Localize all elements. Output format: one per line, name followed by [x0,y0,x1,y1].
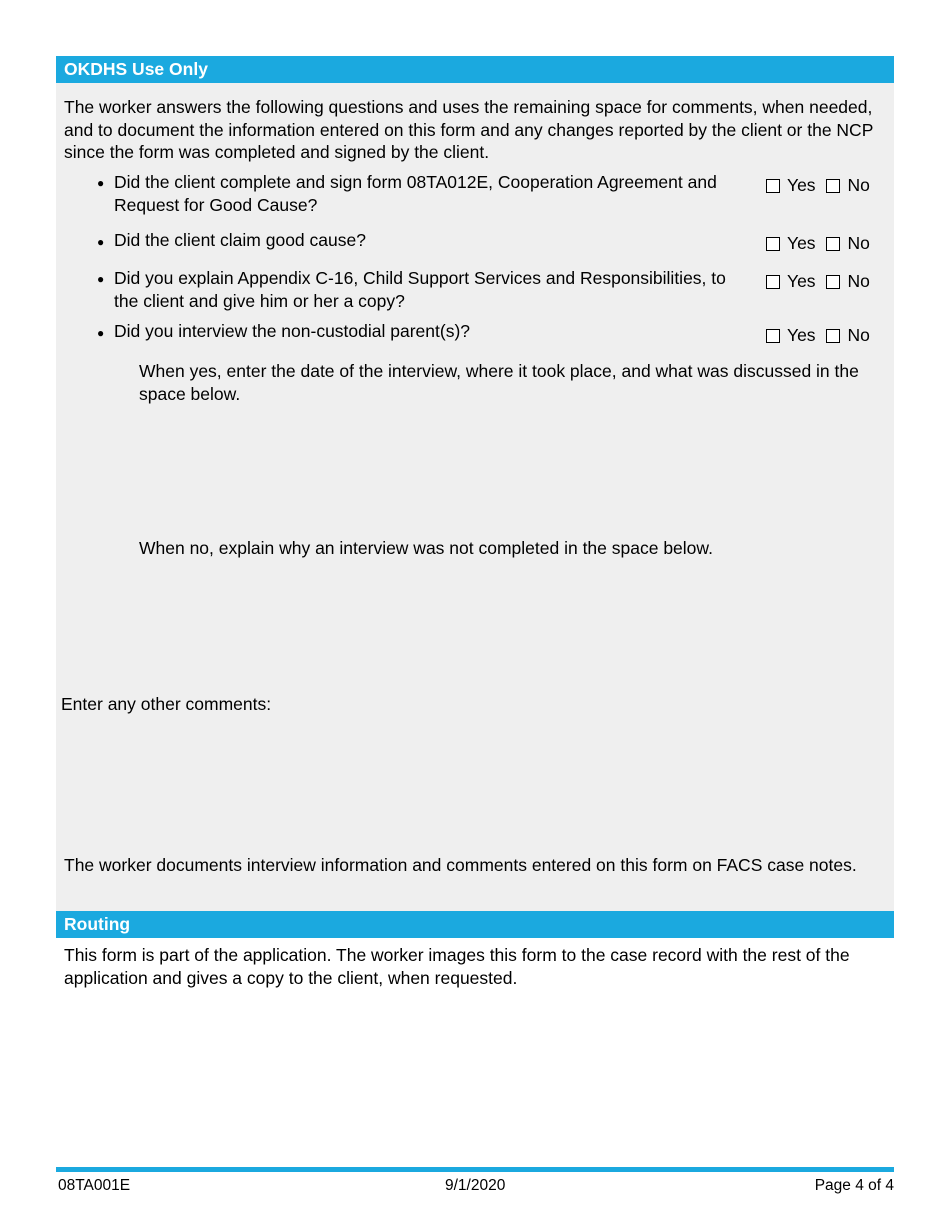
yes-label: Yes [787,175,816,195]
routing-text: This form is part of the application. The worker images this form to the case record with the rest of the application and gives a copy to the client, when requested. [64,945,850,988]
no-label: No [847,175,870,195]
question-2-yes-checkbox[interactable] [766,237,780,251]
yes-label: Yes [787,325,816,345]
question-4-yes-checkbox[interactable] [766,329,780,343]
other-comments-area[interactable] [61,720,881,840]
question-2-text: Did the client claim good cause? [114,230,366,250]
okdhs-intro: The worker answers the following questions and uses the remaining space for comments, when needed, and to document the information entered on this form and any changes reported by the client or the NCP since the form was completed and signed by the client. [64,97,874,162]
no-label: No [847,233,870,253]
no-interview-reason-area[interactable] [139,565,884,680]
question-1-text: Did the client complete and sign form 08TA012E, Cooperation Agreement and Request for Good Cause? [114,172,717,215]
routing-section-header: Routing [56,911,894,938]
no-label: No [847,271,870,291]
question-4-text: Did you interview the non-custodial parent(s)? [114,321,471,341]
question-2-no-checkbox[interactable] [826,237,840,251]
footer-rule [56,1167,894,1172]
question-2-options [766,232,870,255]
yes-label: Yes [787,271,816,291]
footer-page-number: Page 4 of 4 [814,1177,894,1194]
question-4-options [766,324,870,347]
question-4-no-checkbox[interactable] [826,329,840,343]
question-1-options [766,174,870,197]
no-label: No [847,325,870,345]
bullet-icon: ● [97,272,105,286]
bullet-icon: ● [97,176,105,190]
when-yes-instruction: When yes, enter the date of the interview, where it took place, and what was discussed in the space below. [139,361,859,404]
question-1-no-checkbox[interactable] [826,179,840,193]
when-no-instruction: When no, explain why an interview was not completed in the space below. [139,538,713,558]
okdhs-section-header: OKDHS Use Only [56,56,894,83]
question-3-no-checkbox[interactable] [826,275,840,289]
bullet-icon: ● [97,326,105,340]
question-3-yes-checkbox[interactable] [766,275,780,289]
footer-date: 9/1/2020 [445,1177,506,1194]
other-comments-label: Enter any other comments: [61,694,272,714]
interview-details-area[interactable] [139,410,884,520]
question-3-text: Did you explain Appendix C-16, Child Support Services and Responsibilities, to the client and give him or her a copy? [114,268,726,311]
bullet-icon: ● [97,235,105,249]
yes-label: Yes [787,233,816,253]
documents-note: The worker documents interview information and comments entered on this form on FACS case notes. [64,855,857,875]
footer-form-number: 08TA001E [58,1177,131,1194]
question-3-options [766,270,870,293]
question-1-yes-checkbox[interactable] [766,179,780,193]
